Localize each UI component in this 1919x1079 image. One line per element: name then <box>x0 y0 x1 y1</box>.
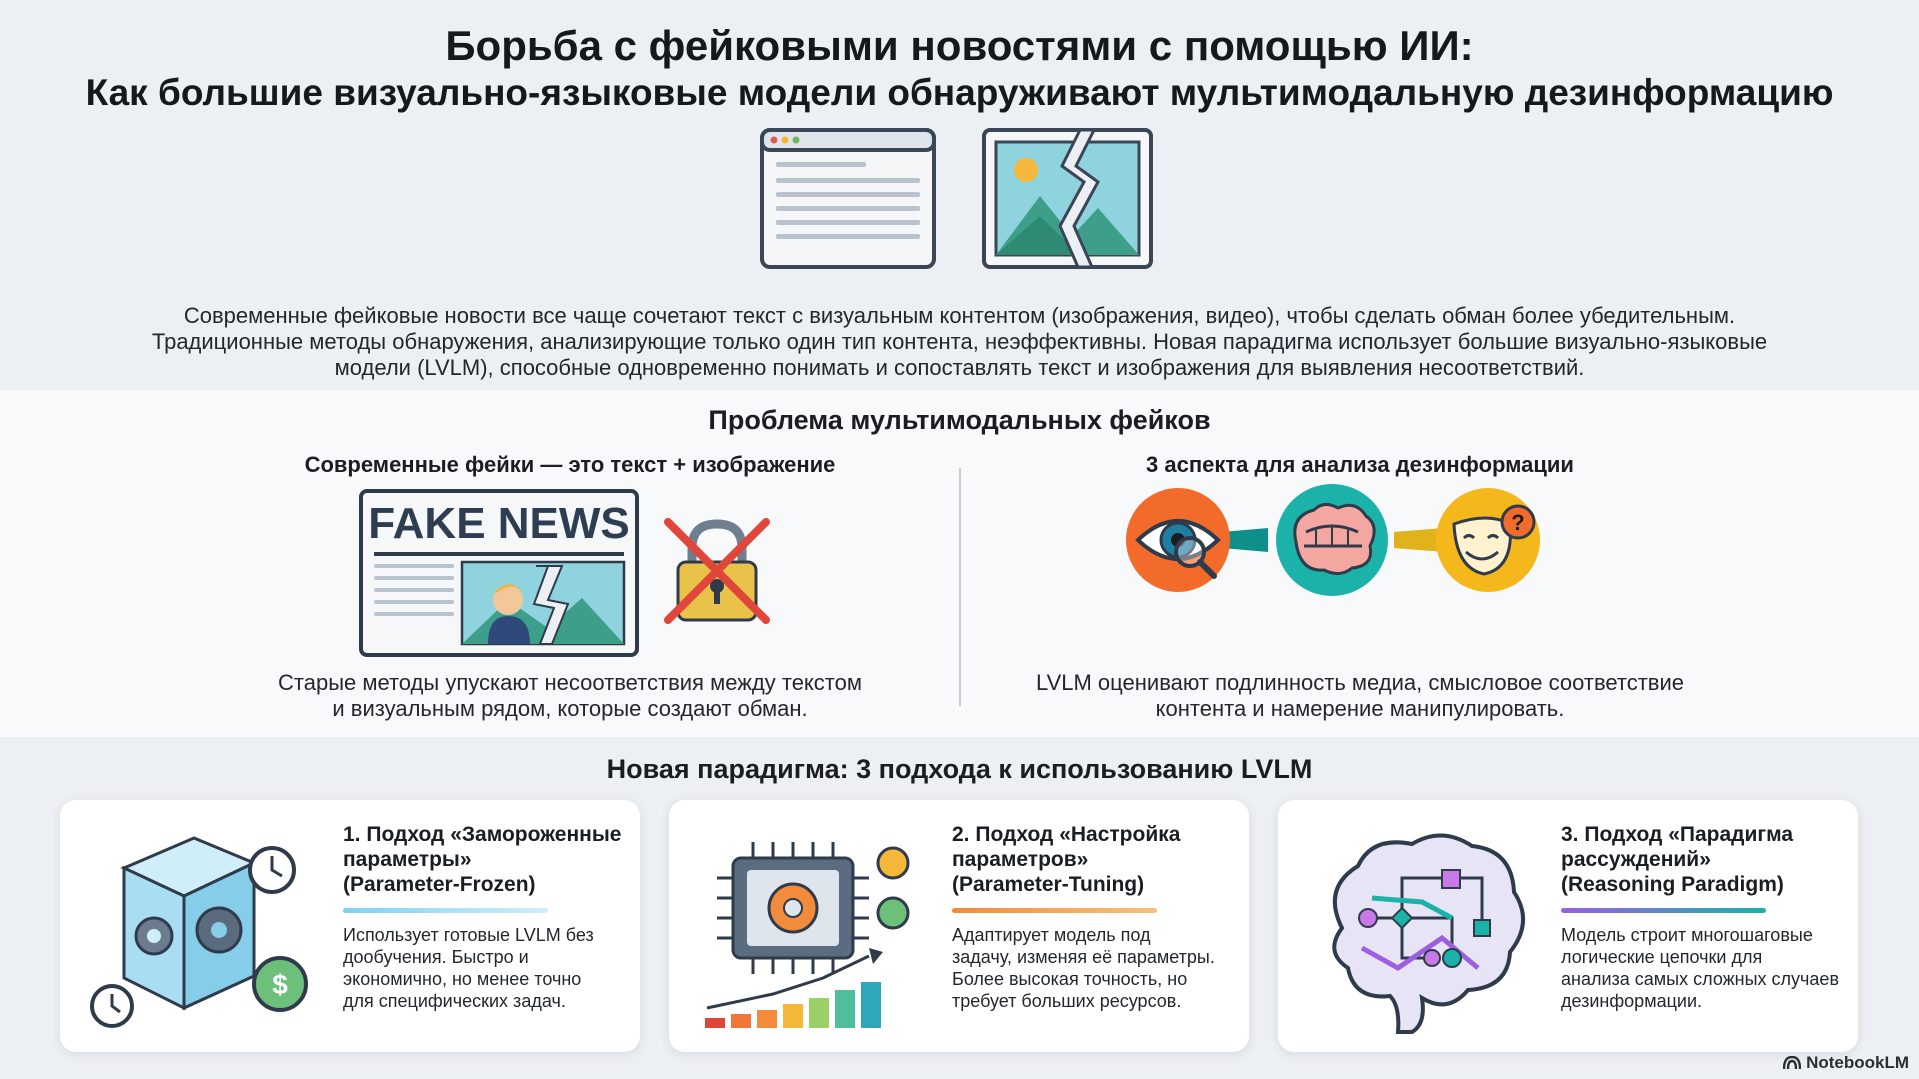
approach-title: 2. Подход «Настройка параметров» (Parameter-Tuning) <box>952 823 1181 896</box>
broken-image-icon <box>980 126 1155 271</box>
aspects-chain <box>1118 480 1598 600</box>
problem-left-subheading: Современные фейки — это текст + изображение <box>304 452 836 477</box>
page-subtitle: Как большие визуально-языковые модели обнаруживают мультимодальную дезинформацию <box>85 72 1834 113</box>
notebooklm-logo-icon <box>1783 1056 1801 1070</box>
problem-right-caption: LVLM оценивают подлинность медиа, смысловое соответствие контента и намерение манипулировать. <box>1035 670 1685 721</box>
brain-flowchart-icon <box>1302 818 1542 1038</box>
browser-window-icon <box>758 126 938 271</box>
brand-name: NotebookLM <box>1806 1053 1909 1072</box>
brand-watermark <box>1783 1053 1909 1073</box>
svg-text:?: ? <box>1511 510 1525 535</box>
eye-magnifier-icon <box>1126 488 1230 592</box>
approach-card-reasoning <box>1278 800 1858 1052</box>
accent-bar <box>343 908 548 913</box>
approach-description: Использует готовые LVLM без дообучения. Быстро и экономично, но менее точно для специфических задач. <box>343 925 594 1011</box>
approach-description: Модель строит многошаговые логические цепочки для анализа самых сложных случаев дезинформации. <box>1561 925 1840 1011</box>
frozen-cube-gears-icon <box>84 818 324 1038</box>
svg-text:$: $ <box>272 969 288 1000</box>
accent-bar <box>952 908 1157 913</box>
page-title: Борьба с фейковыми новостями с помощью ИИ: <box>445 22 1474 69</box>
brain-bridge-icon <box>1276 484 1388 596</box>
problem-right-subheading: 3 аспекта для анализа дезинформации <box>1146 452 1574 477</box>
fake-newspaper-icon <box>358 488 640 658</box>
approach-card-frozen <box>60 800 640 1052</box>
approach-card-tuning <box>669 800 1249 1052</box>
approach-title: 3. Подход «Парадигма рассуждений» (Reasoning Paradigm) <box>1561 823 1794 896</box>
accent-bar <box>1561 908 1766 913</box>
approach-title: 1. Подход «Замороженные параметры» (Parameter-Frozen) <box>343 823 622 896</box>
intro-paragraph: Современные фейковые новости все чаще сочетают текст с визуальным контентом (изображения, видео), чтобы сделать обман более убедительным. Традиционные методы обнаружения, анализирующие только один тип контента, неэффективны. Новая парадигма использует большие визуально-языковые модели (LVLM), способные одновременно понимать и сопоставлять текст и изображения для выявления несоответствий. <box>151 303 1768 380</box>
newspaper-headline: FAKE NEWS <box>368 499 630 548</box>
problem-heading: Проблема мультимодальных фейков <box>708 405 1211 435</box>
paradigm-heading: Новая парадигма: 3 подхода к использованию LVLM <box>606 754 1313 784</box>
chip-gear-growth-icon <box>693 818 933 1038</box>
crossed-lock-icon <box>658 512 776 630</box>
approach-description: Адаптирует модель под задачу, изменяя её параметры. Более высокая точность, но требует больших ресурсов. <box>952 925 1215 1011</box>
mask-question-icon <box>1436 488 1540 592</box>
problem-left-caption: Старые методы упускают несоответствия между текстом и визуальным рядом, которые создают обман. <box>278 670 862 721</box>
